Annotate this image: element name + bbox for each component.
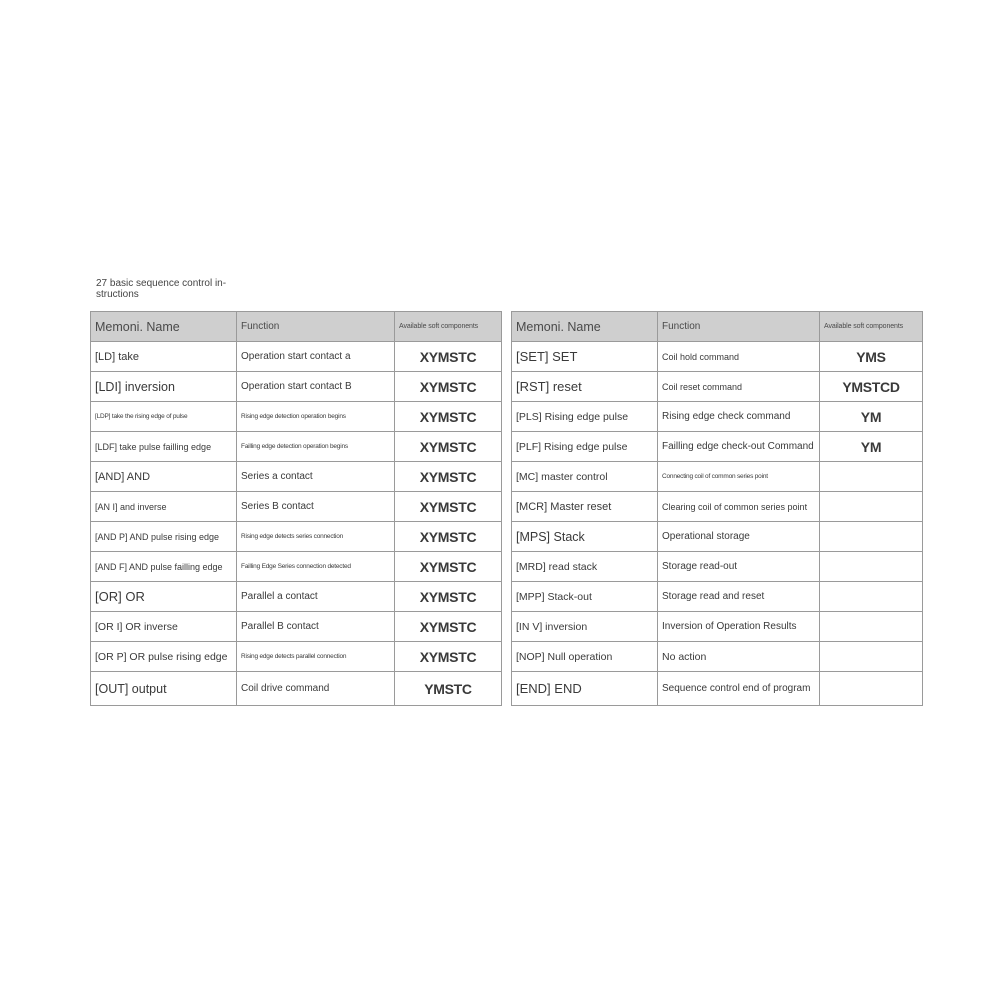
components-cell: XYMSTC	[395, 462, 502, 492]
components-cell	[820, 522, 923, 552]
function-cell: Operation start contact a	[237, 342, 395, 372]
function-cell: Clearing coil of common series point	[658, 492, 820, 522]
function-cell: Rising edge detects series connection	[237, 522, 395, 552]
mnemonic-cell: [NOP] Null operation	[512, 642, 658, 672]
mnemonic-cell: [AND P] AND pulse rising edge	[91, 522, 237, 552]
components-cell	[820, 642, 923, 672]
components-cell	[820, 672, 923, 706]
table-row	[512, 612, 923, 642]
table-row	[512, 432, 923, 462]
function-cell: Failling edge detection operation begins	[237, 432, 395, 462]
table-row	[512, 672, 923, 706]
mnemonic-cell: [LDI] inversion	[91, 372, 237, 402]
function-cell: Series B contact	[237, 492, 395, 522]
table-row	[91, 402, 502, 432]
table-header-row	[512, 312, 923, 342]
table-row	[512, 402, 923, 432]
table-caption: 27 basic sequence control in-structions	[96, 278, 227, 300]
function-cell: Failling edge check-out Command	[658, 432, 820, 462]
column-header-components: Available soft components	[820, 312, 923, 342]
table-header-row	[91, 312, 502, 342]
mnemonic-cell: [MPS] Stack	[512, 522, 658, 552]
table-row	[512, 342, 923, 372]
components-cell: XYMSTC	[395, 642, 502, 672]
table-row	[512, 372, 923, 402]
mnemonic-cell: [OR] OR	[91, 582, 237, 612]
table-row	[91, 672, 502, 706]
column-header-components: Available soft components	[395, 312, 502, 342]
function-cell: Rising edge detection operation begins	[237, 402, 395, 432]
mnemonic-cell: [AN I] and inverse	[91, 492, 237, 522]
components-cell: YMS	[820, 342, 923, 372]
function-cell: Series a contact	[237, 462, 395, 492]
table-row	[91, 642, 502, 672]
table-row	[512, 642, 923, 672]
components-cell: XYMSTC	[395, 492, 502, 522]
function-cell: Coil drive command	[237, 672, 395, 706]
mnemonic-cell: [LDF] take pulse failling edge	[91, 432, 237, 462]
column-header-name: Memoni. Name	[91, 312, 237, 342]
components-cell: XYMSTC	[395, 522, 502, 552]
mnemonic-cell: [LD] take	[91, 342, 237, 372]
table-row	[512, 522, 923, 552]
components-cell: YM	[820, 432, 923, 462]
table-row	[91, 612, 502, 642]
function-cell: Parallel B contact	[237, 612, 395, 642]
table-row	[91, 492, 502, 522]
mnemonic-cell: [SET] SET	[512, 342, 658, 372]
function-cell: Inversion of Operation Results	[658, 612, 820, 642]
instruction-table-right	[511, 311, 923, 706]
table-row	[512, 552, 923, 582]
table-row	[91, 522, 502, 552]
table-row	[512, 462, 923, 492]
column-header-function: Function	[237, 312, 395, 342]
function-cell: Operational storage	[658, 522, 820, 552]
function-cell: Storage read and reset	[658, 582, 820, 612]
components-cell: YM	[820, 402, 923, 432]
function-cell: Sequence control end of program	[658, 672, 820, 706]
instruction-table-left	[90, 311, 502, 706]
components-cell: XYMSTC	[395, 612, 502, 642]
table-row	[91, 372, 502, 402]
components-cell: XYMSTC	[395, 432, 502, 462]
function-cell: Rising edge check command	[658, 402, 820, 432]
components-cell	[820, 552, 923, 582]
mnemonic-cell: [MRD] read stack	[512, 552, 658, 582]
column-header-name: Memoni. Name	[512, 312, 658, 342]
mnemonic-cell: [MPP] Stack-out	[512, 582, 658, 612]
mnemonic-cell: [OR P] OR pulse rising edge	[91, 642, 237, 672]
mnemonic-cell: [PLF] Rising edge pulse	[512, 432, 658, 462]
function-cell: Rising edge detects parallel connection	[237, 642, 395, 672]
mnemonic-cell: [RST] reset	[512, 372, 658, 402]
mnemonic-cell: [END] END	[512, 672, 658, 706]
components-cell: XYMSTC	[395, 372, 502, 402]
mnemonic-cell: [OR I] OR inverse	[91, 612, 237, 642]
components-cell: XYMSTC	[395, 552, 502, 582]
table-row	[91, 582, 502, 612]
mnemonic-cell: [OUT] output	[91, 672, 237, 706]
components-cell: XYMSTC	[395, 342, 502, 372]
column-header-function: Function	[658, 312, 820, 342]
mnemonic-cell: [LDP] take the rising edge of pulse	[91, 402, 237, 432]
components-cell	[820, 462, 923, 492]
table-row	[91, 462, 502, 492]
function-cell: Storage read-out	[658, 552, 820, 582]
table-row	[91, 432, 502, 462]
function-cell: No action	[658, 642, 820, 672]
components-cell	[820, 492, 923, 522]
function-cell: Coil reset command	[658, 372, 820, 402]
function-cell: Failling Edge Series connection detected	[237, 552, 395, 582]
mnemonic-cell: [MCR] Master reset	[512, 492, 658, 522]
mnemonic-cell: [IN V] inversion	[512, 612, 658, 642]
table-row	[91, 552, 502, 582]
function-cell: Operation start contact B	[237, 372, 395, 402]
components-cell	[820, 612, 923, 642]
mnemonic-cell: [AND] AND	[91, 462, 237, 492]
table-row	[512, 492, 923, 522]
mnemonic-cell: [MC] master control	[512, 462, 658, 492]
components-cell	[820, 582, 923, 612]
components-cell: XYMSTC	[395, 582, 502, 612]
mnemonic-cell: [PLS] Rising edge pulse	[512, 402, 658, 432]
mnemonic-cell: [AND F] AND pulse failling edge	[91, 552, 237, 582]
components-cell: YMSTC	[395, 672, 502, 706]
function-cell: Parallel a contact	[237, 582, 395, 612]
function-cell: Connecting coil of common series point	[658, 462, 820, 492]
function-cell: Coil hold command	[658, 342, 820, 372]
components-cell: YMSTCD	[820, 372, 923, 402]
components-cell: XYMSTC	[395, 402, 502, 432]
table-row	[512, 582, 923, 612]
table-row	[91, 342, 502, 372]
